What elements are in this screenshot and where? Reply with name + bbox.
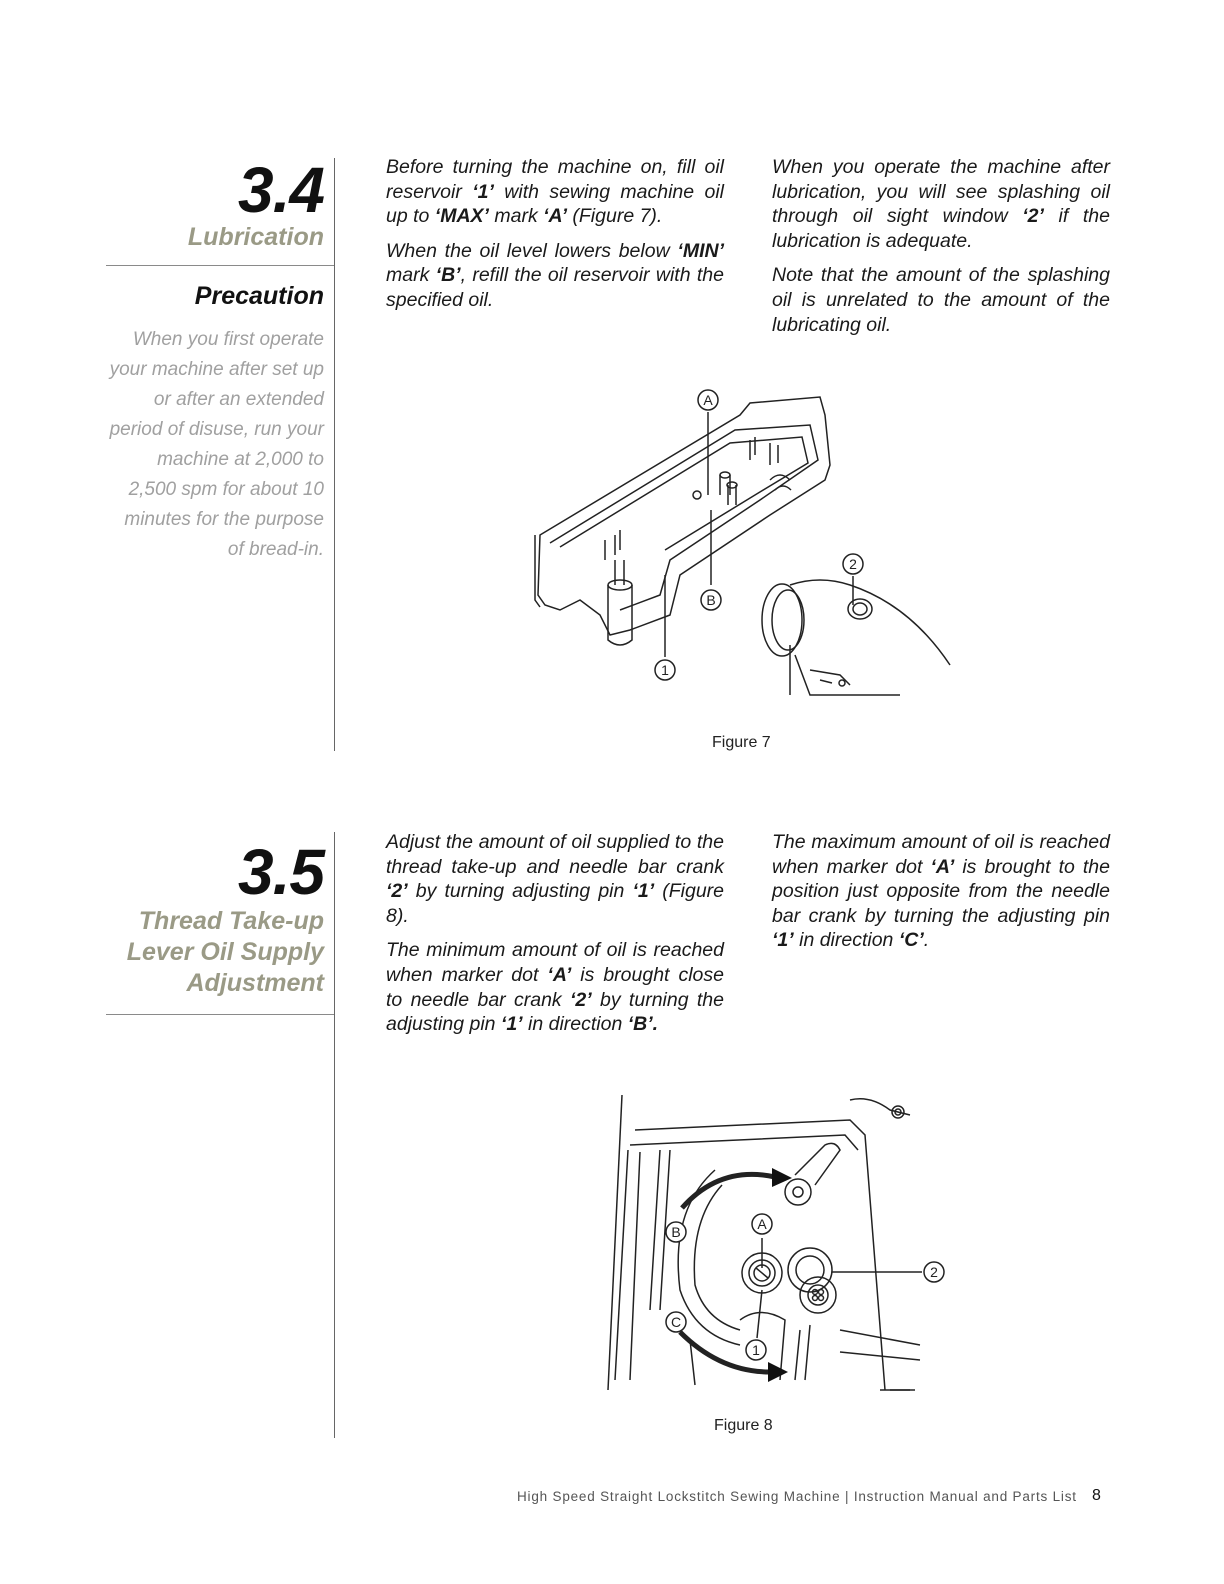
figure-7-illustration bbox=[520, 385, 960, 705]
paragraph bbox=[772, 830, 1110, 953]
take-up-lever-drawing bbox=[600, 1090, 950, 1395]
section-35-heading bbox=[106, 832, 324, 1012]
vertical-rule bbox=[334, 832, 335, 1438]
precaution-text: When you first operate your machine after set up or after an extended period of disuse, run your machine at 2,000 to 2,500 spm for about 10 minutes for the purpose of bread-in. bbox=[109, 329, 324, 560]
text-run: (Figure 7). bbox=[566, 205, 663, 228]
divider bbox=[106, 265, 334, 266]
text-run: The minimum amount of oil is reached when marker dot bbox=[386, 939, 724, 986]
callout-a: A bbox=[703, 392, 713, 408]
callout-b: B bbox=[706, 592, 716, 608]
paragraph bbox=[386, 830, 724, 928]
emphasis: ‘1’ bbox=[632, 880, 655, 903]
paragraph bbox=[386, 155, 724, 229]
callout-c: C bbox=[670, 1314, 682, 1330]
section-35-column-2 bbox=[772, 830, 1110, 963]
emphasis: ‘2’ bbox=[570, 988, 592, 1011]
footer-text: High Speed Straight Lockstitch Sewing Machine | Instruction Manual and Parts List bbox=[517, 1489, 1077, 1504]
text-run: Adjust the amount of oil supplied to the thread take-up and needle bar crank bbox=[386, 831, 724, 878]
emphasis: ‘2’ bbox=[386, 880, 408, 903]
section-34-column-2 bbox=[772, 155, 1110, 347]
paragraph bbox=[772, 155, 1110, 253]
text-run: in direction bbox=[793, 929, 899, 952]
text-run: if the lubrication is adequate. bbox=[772, 205, 1110, 252]
text-run: by turning the adjusting pin bbox=[386, 988, 724, 1036]
emphasis: ‘1’ bbox=[472, 180, 494, 203]
text-run: When you operate the machine after lubrication, you will see splashing oil through oil sight window bbox=[772, 156, 1110, 228]
section-number: 3.5 bbox=[238, 836, 324, 908]
paragraph bbox=[386, 239, 724, 313]
text-run: Before turning the machine on, fill oil reservoir bbox=[386, 156, 724, 203]
text-run: mark bbox=[488, 205, 544, 228]
text-run: Note that the amount of the splashing oil is unrelated to the amount of the lubricating oil. bbox=[772, 264, 1110, 336]
text-run: with sewing machine oil up to bbox=[386, 180, 724, 228]
section-title-line-1: Thread Take-up bbox=[138, 907, 324, 935]
text-run: The maximum amount of oil is reached when marker dot bbox=[772, 831, 1110, 878]
callout-b: B bbox=[671, 1224, 681, 1240]
figure-8-caption: Figure 8 bbox=[714, 1417, 773, 1434]
text-run: is brought to the position just opposite from the needle bar crank by turning the adjusting pin bbox=[772, 855, 1110, 927]
callout-1: 1 bbox=[661, 662, 669, 678]
text-run: by turning adjusting pin bbox=[407, 880, 633, 903]
page-number: 8 bbox=[1092, 1487, 1101, 1504]
figure-8-illustration bbox=[600, 1090, 950, 1395]
section-title-line-3: Adjustment bbox=[186, 969, 324, 997]
callout-1: 1 bbox=[752, 1342, 760, 1358]
emphasis: ‘1’ bbox=[500, 1013, 523, 1036]
emphasis: ‘A’ bbox=[547, 963, 572, 986]
callout-2: 2 bbox=[849, 556, 857, 572]
precaution-box bbox=[106, 282, 324, 582]
text-run: is brought close to needle bar crank bbox=[386, 963, 724, 1011]
text-run: mark bbox=[386, 264, 436, 287]
callout-2: 2 bbox=[930, 1264, 938, 1280]
section-34-column-1 bbox=[386, 155, 724, 323]
text-run: . bbox=[923, 929, 930, 952]
section-title: Lubrication bbox=[187, 223, 324, 251]
text-run: , refill the oil reservoir with the specified oil. bbox=[386, 264, 724, 311]
emphasis: ‘B’ bbox=[435, 264, 461, 287]
paragraph bbox=[772, 263, 1110, 337]
emphasis: ‘A’ bbox=[543, 205, 567, 228]
section-35-column-1 bbox=[386, 830, 724, 1047]
section-title-line-2: Lever Oil Supply bbox=[126, 938, 324, 966]
oil-reservoir-drawing bbox=[520, 385, 960, 705]
vertical-rule bbox=[334, 158, 335, 751]
emphasis: ‘A’ bbox=[930, 855, 955, 878]
paragraph bbox=[386, 938, 724, 1036]
section-34-heading bbox=[106, 150, 324, 265]
divider bbox=[106, 1014, 334, 1015]
text-run: (Figure 8). bbox=[386, 880, 724, 927]
callout-a: A bbox=[757, 1216, 767, 1232]
text-run: in direction bbox=[522, 1013, 628, 1036]
text-run: When the oil level lowers below bbox=[386, 239, 678, 262]
section-number: 3.4 bbox=[238, 154, 324, 226]
emphasis: ‘B’. bbox=[627, 1013, 659, 1036]
precaution-title: Precaution bbox=[194, 282, 324, 310]
figure-7-caption: Figure 7 bbox=[712, 734, 771, 751]
emphasis: ‘2’ bbox=[1022, 205, 1044, 228]
emphasis: ‘C’ bbox=[898, 929, 924, 952]
emphasis: ‘MIN’ bbox=[677, 239, 724, 262]
emphasis: ‘1’ bbox=[772, 929, 794, 952]
emphasis: ‘MAX’ bbox=[434, 205, 489, 228]
